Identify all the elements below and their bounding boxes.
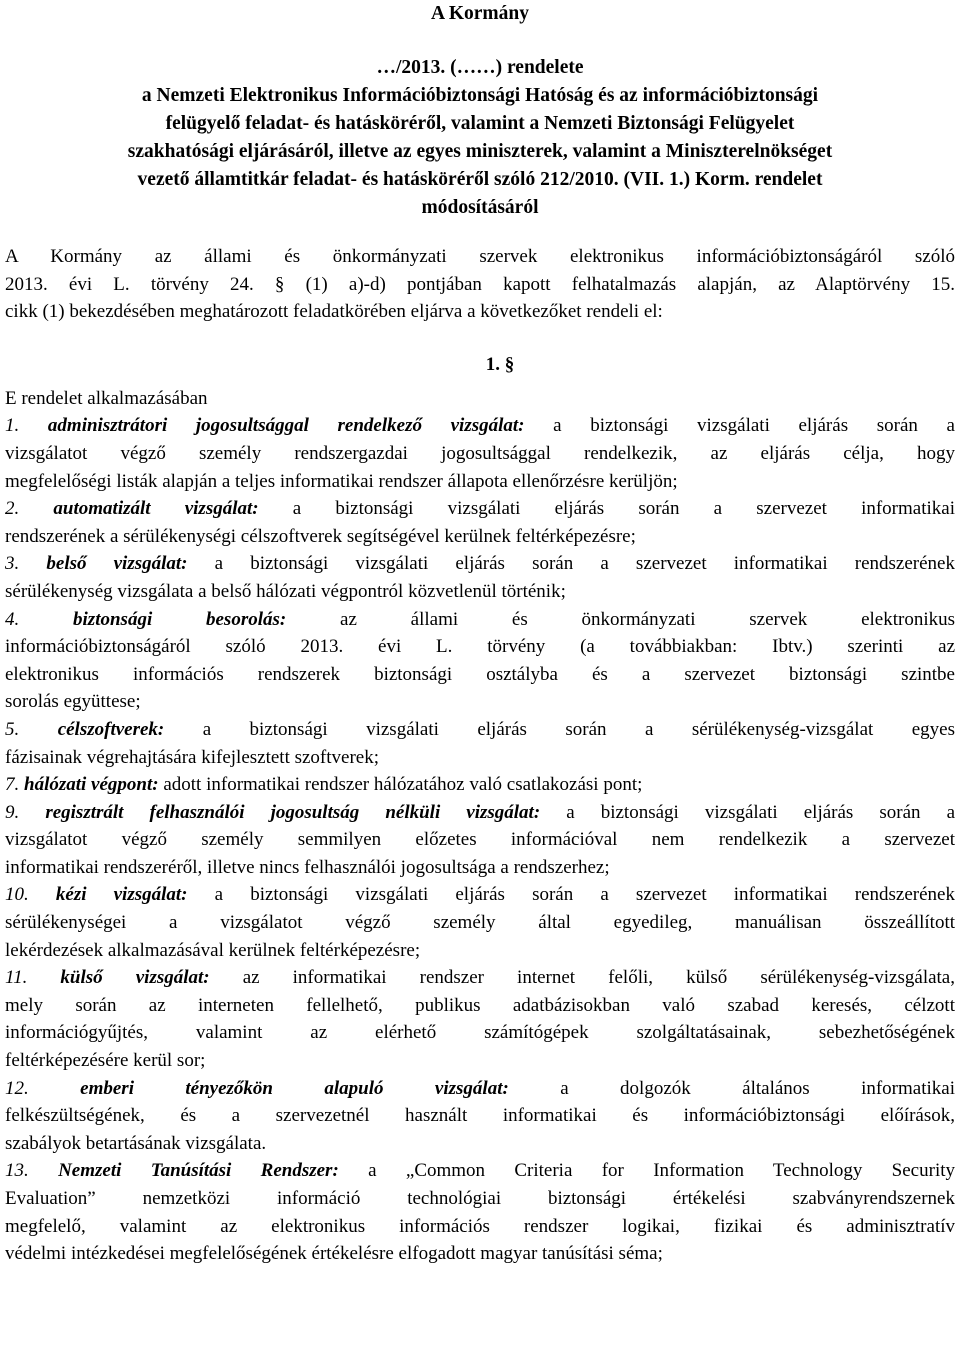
definition-line [5,1157,955,1185]
title-line: …/2013. (……) rendelete [376,57,584,78]
definition-line [5,716,955,744]
definition-line [5,495,955,523]
definition-item [5,881,955,964]
definition-term: kézi vizsgálat: [55,884,188,906]
decree-title [5,54,955,222]
definition-line [5,412,955,440]
preamble-line: 2013. évi L. törvény 24. § (1) a)-d) pontjában kapott felhatalmazás alapján, az Alaptörvény 15. [5,273,955,295]
definition-line: felkészültségének, és a szervezetnél használt informatikai és információbiztonsági előírások, [5,1105,955,1127]
definition-number: 10. [5,884,56,906]
definition-text: a biztonsági vizsgálati eljárás során a szervezet informatikai [258,498,955,520]
definition-line: megfelelő, valamint az elektronikus információs rendszer logikai, fizikai és adminisztratív [5,1215,955,1237]
preamble-line: A Kormány az állami és önkormányzati szervek elektronikus információbiztonságáról szóló [5,246,955,267]
definition-term: automatizált vizsgálat: [53,498,259,520]
definition-number: 12. [5,1077,81,1099]
definition-item [5,964,955,1074]
definition-number: 7. [5,774,24,796]
definition-number: 11. [5,967,61,989]
definition-text: a biztonsági vizsgálati eljárás során a [524,415,955,437]
definition-text: a „Common Criteria for Information Technology Security [338,1160,956,1182]
definition-line: információgyűjtés, valamint az elérhető számítógépek szolgáltatásainak, sebezhetőségének [5,1022,955,1044]
definition-number: 1. [5,415,48,437]
definition-line: megfelelőségi listák alapján a teljes informatikai rendszer állapota ellenőrzésre kerüljön; [5,470,678,492]
definition-line: lekérdezések alkalmazásával kerülnek feltérképezésre; [5,939,421,961]
title-line: szakhatósági eljárásáról, illetve az egyes miniszterek, valamint a Miniszterelnökséget [127,141,833,162]
definition-line [5,964,955,992]
definitions-list [5,412,955,1267]
title-line: a Nemzeti Elektronikus Információbiztonsági Hatóság és az információbiztonsági [141,85,819,106]
government-heading: A Kormány [430,3,530,24]
definition-item [5,799,955,882]
title-line: vezető államtitkár feladat- és hatásköréről szóló 212/2010. (VII. 1.) Korm. rendelet [137,169,823,190]
title-line: módosításáról [421,197,539,218]
definition-text: a biztonsági vizsgálati eljárás során a szervezet informatikai rendszerének [187,553,955,575]
definition-number: 13. [5,1160,59,1182]
definition-term: külső vizsgálat: [60,967,210,989]
definition-item [5,412,955,495]
definition-term: célszoftverek: [57,718,165,740]
section-1 [5,351,955,413]
section-lead: E rendelet alkalmazásában [5,387,208,409]
definition-line [5,606,955,634]
definition-number: 5. [5,718,58,740]
definition-number: 4. [5,608,74,630]
definition-item [5,550,955,605]
definition-term: adminisztrátori jogosultsággal rendelkező vizsgálat: [47,415,525,437]
definition-text: adott informatikai rendszer hálózatához való csatlakozási pont; [158,774,643,796]
definition-item [5,606,955,716]
definition-term: Nemzeti Tanúsítási Rendszer: [58,1160,339,1182]
definition-item [5,716,955,771]
preamble [5,243,955,326]
document-page [5,0,955,1268]
definition-text: a dolgozók általános informatikai [508,1077,955,1099]
definition-line [5,550,955,578]
definition-line: szabályok betartásának vizsgálata. [5,1132,267,1154]
definition-term: regisztrált felhasználói jogosultság nélküli vizsgálat: [45,801,541,823]
definition-term: biztonsági besorolás: [73,608,287,630]
definition-number: 2. [5,498,54,520]
definition-term: emberi tényezőkön alapuló vizsgálat: [80,1077,509,1099]
definition-line [5,1075,955,1103]
definition-text: a biztonsági vizsgálati eljárás során a sérülékenység-vizsgálat egyes [164,718,955,740]
definition-line [5,799,955,827]
definition-number: 3. [5,553,47,575]
definition-line: Evaluation” nemzetközi információ technológiai biztonsági értékelési szabványrendszernek [5,1188,955,1209]
definition-item [5,771,955,799]
definition-line: információbiztonságáról szóló 2013. évi L. törvény (a továbbiakban: Ibtv.) szerinti az [5,636,955,658]
definition-line: védelmi intézkedései megfelelőségének értékelésre elfogadott magyar tanúsítási séma; [5,1243,663,1265]
preamble-line: cikk (1) bekezdésében meghatározott feladatkörében eljárva a következőket rendeli el: [5,301,663,323]
definition-item [5,495,955,550]
definition-text: a biztonsági vizsgálati eljárás során a szervezet informatikai rendszerének [187,884,955,906]
definition-line: sorolás együttese; [5,691,141,713]
definition-text: az állami és önkormányzati szervek elektronikus [286,608,955,630]
definition-text: a biztonsági vizsgálati eljárás során a [540,801,956,823]
definition-line: rendszerének a sérülékenységi célszoftverek segítségével kerülnek feltérképezésre; [5,525,636,547]
definition-term: hálózati végpont: [24,774,159,796]
definition-line: vizsgálatot végző személy semmilyen előzetes információval nem rendelkezik a szervezet [5,829,955,851]
definition-line: informatikai rendszeréről, illetve nincs felhasználói jogosultsága a rendszerhez; [5,856,610,878]
title-line: felügyelő feladat- és hatásköréről, valamint a Nemzeti Biztonsági Felügyelet [165,113,795,134]
definition-line: elektronikus információs rendszerek biztonsági osztályba és a szervezet biztonsági szintbe [5,663,955,685]
definition-line: mely során az interneten fellelhető, publikus adatbázisokban való szabad keresés, célzott [5,994,955,1016]
definition-line: vizsgálatot végző személy rendszergazdai jogosultsággal rendelkezik, az eljárás célja, hogy [5,442,955,464]
definition-item [5,1157,955,1267]
definition-term: belső vizsgálat: [46,553,188,575]
definition-number: 9. [5,801,46,823]
definition-line: sérülékenység vizsgálata a belső hálózati végpontról közvetlenül történik; [5,580,566,602]
definition-line: sérülékenységei a vizsgálatot végző személy által egyedileg, manuálisan összeállított [5,912,955,934]
definition-line: fázisainak végrehajtására kifejlesztett szoftverek; [5,746,379,768]
definition-text: az informatikai rendszer internet felőli, külső sérülékenység-vizsgálata, [209,967,955,989]
definition-item [5,1075,955,1158]
definition-line: feltérképezésére kerül sor; [5,1050,206,1072]
definition-line [5,881,955,909]
section-number: 1. § [485,353,515,375]
definition-line [5,771,955,799]
